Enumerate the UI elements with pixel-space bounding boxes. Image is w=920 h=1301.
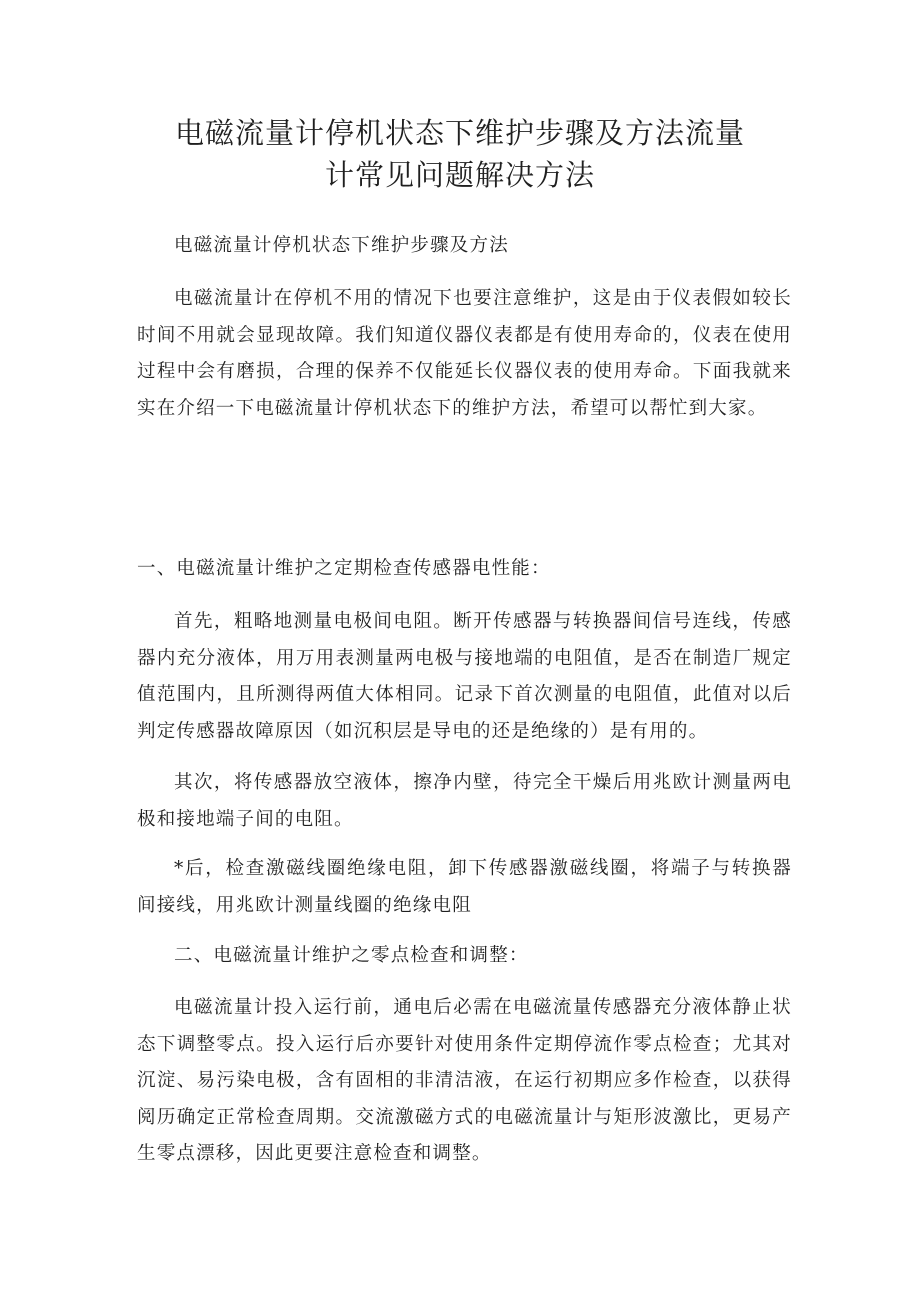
intro-paragraph: 电磁流量计在停机不用的情况下也要注意维护，这是由于仪表假如较长时间不用就会显现故障。我们知道仪器仪表都是有使用寿命的，仪表在使用过程中会有磨损，合理的保养不仅能延长仪器仪表的使用寿命。下面我就来实在介绍一下电磁流量计停机状态下的维护方法，希望可以帮忙到大家。 <box>137 288 792 419</box>
section-1-paragraph-2: 其次，将传感器放空液体，擦净内壁，待完全干燥后用兆欧计测量两电极和接地端子间的电阻。 <box>137 772 792 830</box>
title-line-2: 计常见问题解决方法 <box>324 158 595 192</box>
section-2-heading: 二、电磁流量计维护之零点检查和调整： <box>174 945 529 966</box>
section-1-heading: 一、电磁流量计维护之定期检查传感器电性能： <box>137 558 551 579</box>
section-2-paragraph-1: 电磁流量计投入运行前，通电后必需在电磁流量传感器充分液体静止状态下调整零点。投入运行后亦要针对使用条件定期停流作零点检查；尤其对沉淀、易污染电极，含有固相的非清洁液，在运行初期应多作检查，以获得阅历确定正常检查周期。交流激磁方式的电磁流量计与矩形波激比，更易产生零点漂移，因此更要注意检查和调整。 <box>137 997 792 1164</box>
subtitle: 电磁流量计停机状态下维护步骤及方法 <box>174 235 509 256</box>
title-line-1: 电磁流量计停机状态下维护步骤及方法流量 <box>174 116 745 150</box>
section-1-paragraph-3: *后，检查激磁线圈绝缘电阻，卸下传感器激磁线圈，将端子与转换器间接线，用兆欧计测量线圈的绝缘电阻 <box>137 858 792 916</box>
document-title <box>110 112 810 196</box>
section-1-paragraph-1: 首先，粗略地测量电极间电阻。断开传感器与转换器间信号连线，传感器内充分液体，用万用表测量两电极与接地端的电阻值，是否在制造厂规定值范围内，且所测得两值大体相同。记录下首次测量的电阻值，此值对以后判定传感器故障原因（如沉积层是导电的还是绝缘的）是有用的。 <box>137 611 792 742</box>
